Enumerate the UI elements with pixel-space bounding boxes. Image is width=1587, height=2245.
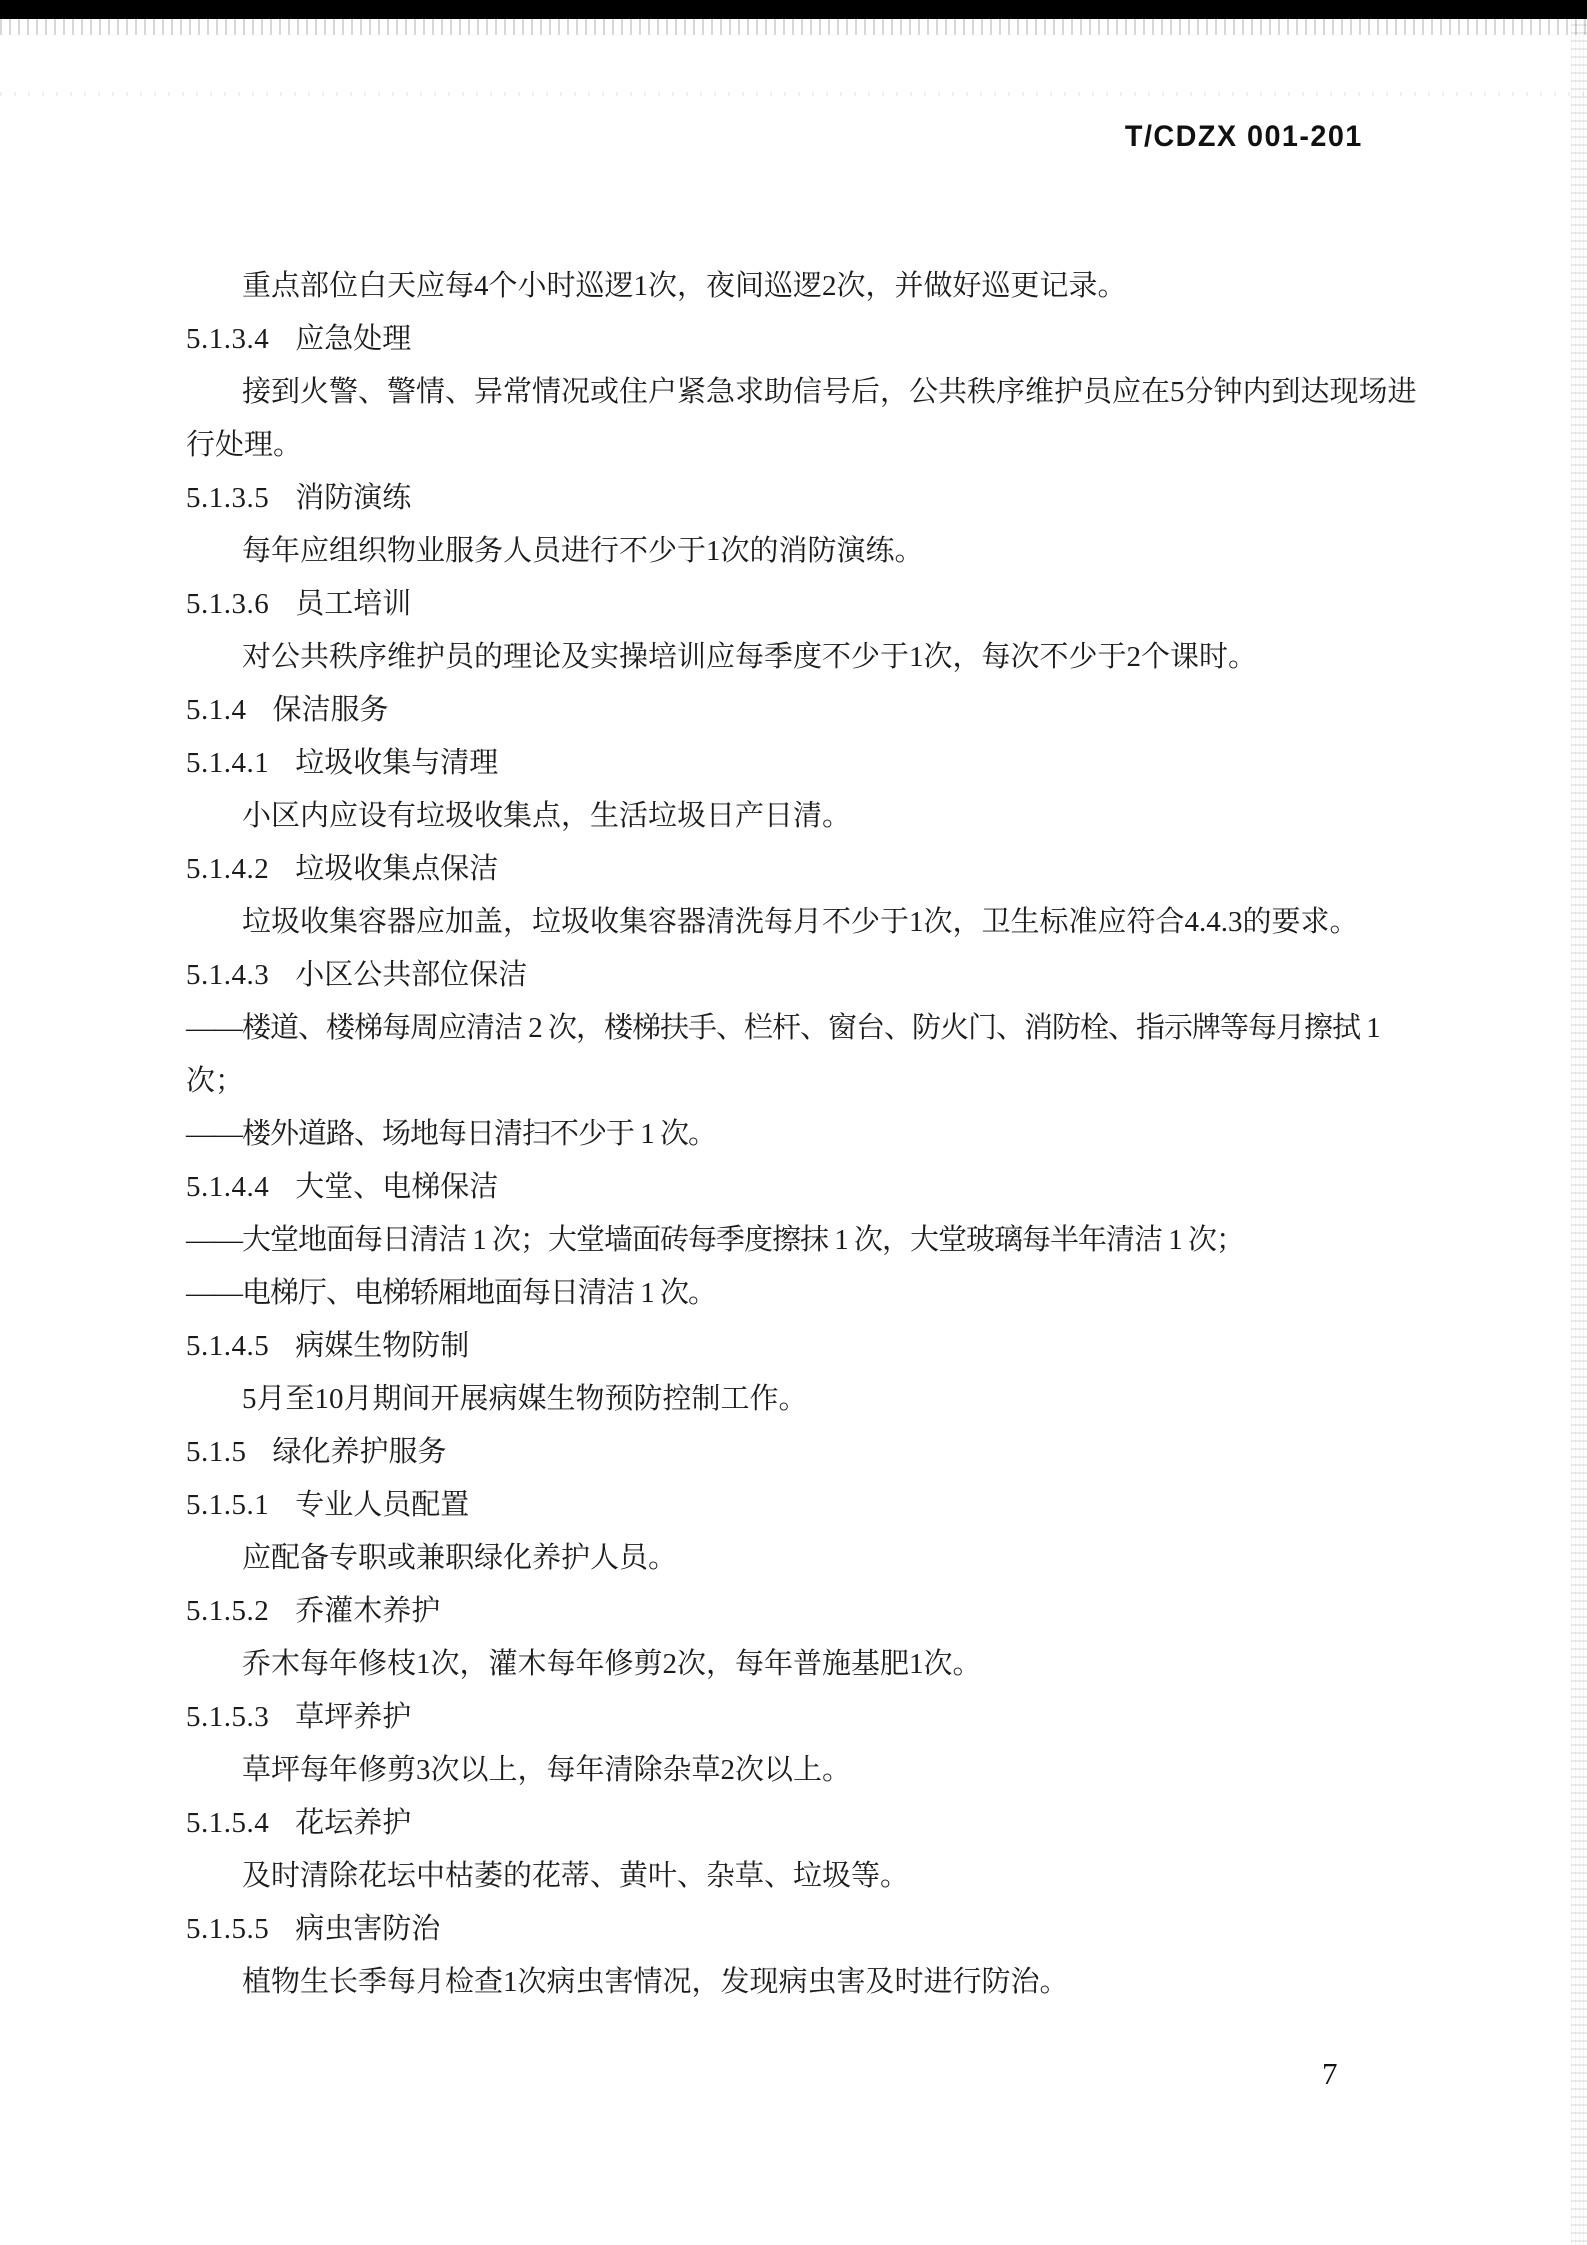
section-number: 5.1.4.4 [186,1171,270,1203]
paragraph-line: 对公共秩序维护员的理论及实操培训应每季度不少于1次，每次不少于2个课时。 [242,641,1258,673]
section-title: 垃圾收集点保洁 [295,853,499,885]
paragraph-line: 垃圾收集容器应加盖，垃圾收集容器清洗每月不少于1次，卫生标准应符合4.4.3的要求。 [242,906,1359,938]
section-heading [186,1585,1371,1638]
section-heading [186,1797,1371,1850]
section-number: 5.1.4.5 [186,1330,270,1362]
section-number: 5.1.4.2 [186,853,270,885]
scan-faint-noise-band [0,92,1587,96]
paragraph-line: 应配备专职或兼职绿化养护人员。 [242,1542,678,1574]
section-number: 5.1.5.3 [186,1701,270,1733]
paragraph-line: 植物生长季每月检查1次病虫害情况，发现病虫害及时进行防治。 [242,1966,1069,1998]
section-heading [186,1479,1371,1532]
section-number: 5.1.5.1 [186,1489,270,1521]
section-title: 花坛养护 [295,1807,412,1839]
section-number: 5.1.4.1 [186,747,270,779]
paragraph-line: 小区内应设有垃圾收集点，生活垃圾日产日清。 [242,800,852,832]
paragraph-line: 重点部位白天应每4个小时巡逻1次，夜间巡逻2次，并做好巡更记录。 [242,270,1127,302]
section-number: 5.1.5 [186,1436,247,1468]
section-title: 绿化养护服务 [272,1436,447,1468]
section-number: 5.1.4 [186,694,247,726]
section-title: 病虫害防治 [295,1913,441,1945]
section-heading [186,1426,1371,1479]
section-number: 5.1.5.4 [186,1807,270,1839]
section-title: 应急处理 [295,323,412,355]
scan-right-edge-noise [1571,0,1587,2245]
section-heading [186,843,1371,896]
section-number: 5.1.3.5 [186,482,270,514]
list-dash-line: ——楼道、楼梯每周应清洁 2 次，楼梯扶手、栏杆、窗台、防火门、消防栓、指示牌等每月擦拭 1 [186,1012,1380,1044]
section-heading [186,949,1371,1002]
section-heading [186,1903,1371,1956]
section-title: 草坪养护 [295,1701,412,1733]
list-dash-line: ——楼外道路、场地每日清扫不少于 1 次。 [186,1118,717,1150]
section-title: 专业人员配置 [295,1489,470,1521]
section-title: 病媒生物防制 [295,1330,470,1362]
paragraph-continuation-line: 次； [186,1065,245,1097]
section-heading [186,737,1371,790]
scan-top-edge-artifact [0,0,1587,19]
section-number: 5.1.5.2 [186,1595,270,1627]
section-title: 大堂、电梯保洁 [295,1171,499,1203]
paragraph-line: 每年应组织物业服务人员进行不少于1次的消防演练。 [242,535,924,567]
section-title: 保洁服务 [272,694,389,726]
section-number: 5.1.3.4 [186,323,270,355]
scan-top-speckle-noise [0,19,1587,35]
section-heading [186,684,1371,737]
section-title: 乔灌木养护 [295,1595,441,1627]
section-title: 消防演练 [295,482,412,514]
section-title: 员工培训 [295,588,412,620]
paragraph-line: 接到火警、警情、异常情况或住户紧急求助信号后，公共秩序维护员应在5分钟内到达现场进 [242,376,1417,408]
section-title: 垃圾收集与清理 [295,747,499,779]
paragraph-line: 草坪每年修剪3次以上，每年清除杂草2次以上。 [242,1754,852,1786]
page-number: 7 [1322,2056,1338,2091]
section-number: 5.1.5.5 [186,1913,270,1945]
document-body [186,260,1417,2009]
section-heading [186,1161,1371,1214]
section-number: 5.1.3.6 [186,588,270,620]
section-heading [186,313,1371,366]
paragraph-line: 5月至10月期间开展病媒生物预防控制工作。 [242,1383,808,1415]
list-dash-line: ——电梯厅、电梯轿厢地面每日清洁 1 次。 [186,1277,717,1309]
paragraph-continuation-line: 行处理。 [186,429,303,461]
document-code-header: T/CDZX 001-201 [1125,120,1363,153]
paragraph-line: 及时清除花坛中枯萎的花蒂、黄叶、杂草、垃圾等。 [242,1860,910,1892]
section-heading [186,578,1371,631]
section-title: 小区公共部位保洁 [295,959,528,991]
section-heading [186,472,1371,525]
list-dash-line: ——大堂地面每日清洁 1 次；大堂墙面砖每季度擦抹 1 次，大堂玻璃每半年清洁 1 次； [186,1224,1245,1256]
section-number: 5.1.4.3 [186,959,270,991]
section-heading [186,1320,1371,1373]
paragraph-line: 乔木每年修枝1次，灌木每年修剪2次，每年普施基肥1次。 [242,1648,982,1680]
section-heading [186,1691,1371,1744]
